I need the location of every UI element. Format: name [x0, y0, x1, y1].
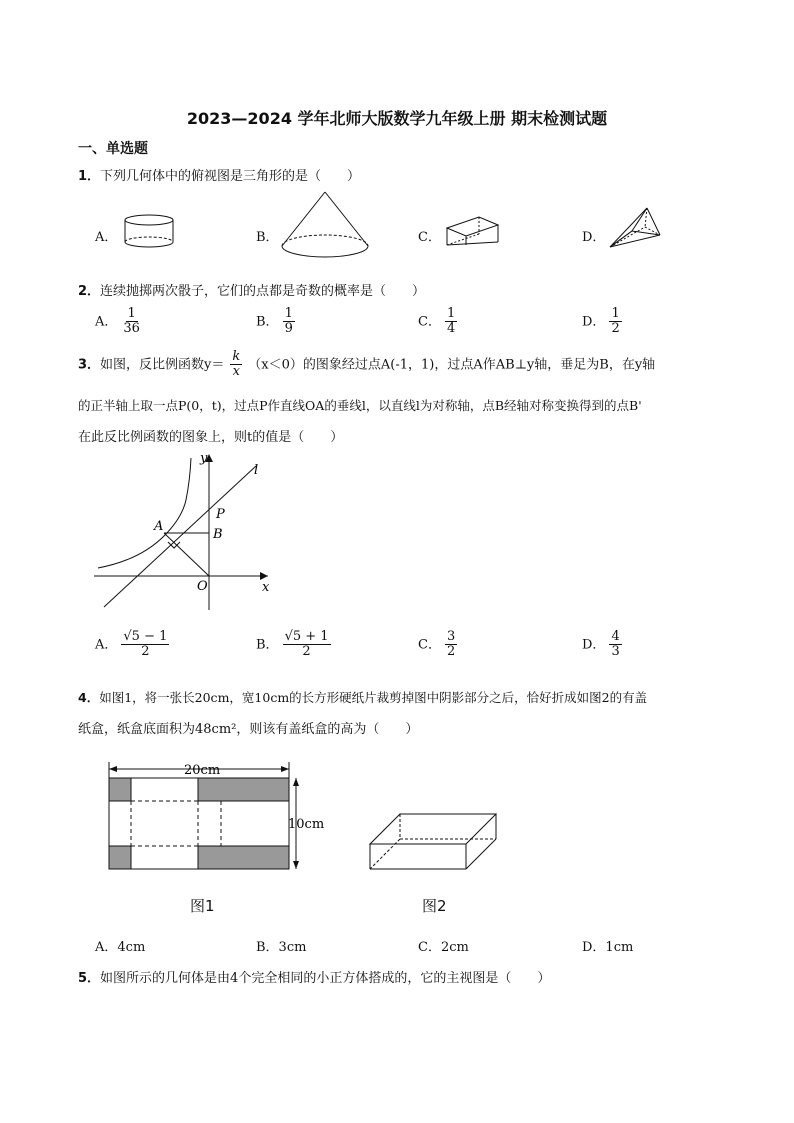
line-l-label: l — [254, 463, 259, 478]
q2-option-a — [95, 307, 142, 337]
q2-option-c — [418, 307, 457, 337]
y-axis-label: y — [200, 451, 208, 466]
option-label: B． — [256, 314, 279, 330]
question-number: 1． — [78, 169, 101, 184]
q1-option-b-label: B． — [256, 230, 279, 245]
numerator: 1 — [611, 306, 620, 321]
point-b-label: B — [213, 527, 223, 542]
cylinder-figure — [122, 212, 178, 250]
numerator: 4 — [611, 629, 620, 644]
numerator: 1 — [284, 306, 293, 321]
q2-option-d — [582, 307, 622, 337]
origin-label: O — [197, 579, 208, 594]
numerator: 1 — [127, 306, 136, 321]
q3-option-a — [95, 630, 169, 660]
denominator: 2 — [446, 644, 456, 660]
question-text: 如图，反比例函数y＝ — [100, 357, 225, 373]
fraction — [121, 307, 142, 337]
question-number: 3． — [78, 357, 101, 373]
fraction — [230, 350, 242, 380]
option-label: D． — [582, 314, 606, 330]
q4-option-c: C．2cm — [418, 940, 469, 955]
question-text: 如图1，将一张长20cm，宽10cm的长方形硬纸片裁剪掉图中阴影部分之后，恰好折成如图2的有盖 — [99, 690, 648, 705]
fraction — [445, 630, 457, 660]
numerator: √5 + 1 — [284, 629, 329, 644]
q1-option-d-label: D． — [582, 230, 606, 245]
option-label: C． — [418, 314, 441, 330]
denominator: 3 — [611, 644, 620, 660]
x-axis-label: x — [262, 580, 270, 595]
fraction — [283, 307, 295, 337]
fraction — [609, 307, 621, 337]
cone-figure — [278, 190, 374, 262]
numerator: √5 − 1 — [123, 629, 168, 644]
question-3-line-3: 在此反比例函数的图象上，则t的值是（ ） — [78, 430, 344, 445]
fraction — [121, 630, 169, 660]
q3-option-d — [582, 630, 622, 660]
q1-option-c-label: C． — [418, 230, 441, 245]
question-text-cont: （x＜0）的图象经过点A(-1，1)，过点A作AB⊥y轴，垂足为B，在y轴 — [248, 357, 656, 373]
fraction — [609, 630, 621, 660]
numerator: 3 — [446, 629, 456, 644]
question-text: 下列几何体中的俯视图是三角形的是（ ） — [100, 169, 361, 184]
point-a-label: A — [154, 519, 164, 534]
question-4-line-2: 纸盒，纸盒底面积为48cm²，则该有盖纸盒的高为（ ） — [78, 722, 419, 737]
question-3-line-1 — [78, 350, 655, 380]
question-number: 2． — [78, 284, 101, 299]
figure-2-caption: 图2 — [422, 897, 447, 915]
question-number: 5． — [78, 971, 101, 986]
question-4-line-1 — [78, 688, 647, 706]
pyramid-figure — [605, 205, 665, 261]
figure-1-caption: 图1 — [190, 897, 215, 915]
question-2 — [78, 280, 425, 299]
q4-figure-1-net — [100, 756, 340, 876]
option-label: B． — [256, 637, 279, 653]
q2-option-b — [256, 307, 295, 337]
denominator: 4 — [446, 321, 456, 337]
q4-option-a: A．4cm — [95, 940, 146, 955]
option-label: A． — [95, 637, 118, 653]
fraction — [445, 307, 457, 337]
denominator: 36 — [123, 321, 140, 337]
q4-figure-2-box — [368, 810, 500, 874]
question-1 — [78, 165, 360, 184]
denominator: 9 — [284, 321, 293, 337]
q1-option-a-label: A． — [95, 230, 118, 245]
q4-option-d: D．1cm — [582, 940, 634, 955]
question-text: 连续抛掷两次骰子，它们的点都是奇数的概率是（ ） — [100, 284, 426, 299]
triangular-prism-figure — [444, 212, 504, 250]
section-heading: 一、单选题 — [78, 141, 148, 157]
denominator: 2 — [141, 644, 150, 660]
denominator: 2 — [611, 321, 620, 337]
q4-option-b: B．3cm — [256, 940, 307, 955]
question-3-line-2: 的正半轴上取一点P(0，t)，过点P作直线OA的垂线l，以直线l为对称轴，点B经轴对称变换得到的点B' — [78, 398, 642, 413]
page-title: 2023—2024 学年北师大版数学九年级上册 期末检测试题 — [186, 109, 608, 128]
question-text: 如图所示的几何体是由4个完全相同的小正方体搭成的，它的主视图是（ ） — [100, 971, 551, 986]
fraction — [283, 630, 331, 660]
q3-coordinate-figure — [90, 450, 280, 612]
denominator: 2 — [302, 644, 311, 660]
q3-option-b — [256, 630, 331, 660]
point-p-label: P — [216, 507, 225, 522]
option-label: D． — [582, 637, 606, 653]
option-label: C． — [418, 637, 441, 653]
denominator: x — [232, 364, 241, 380]
question-number: 4． — [78, 690, 100, 705]
option-label: A． — [95, 314, 118, 330]
question-5 — [78, 967, 550, 986]
length-dimension: 20cm — [184, 763, 221, 778]
numerator: k — [232, 349, 241, 364]
q3-option-c — [418, 630, 457, 660]
width-dimension: 10cm — [288, 817, 325, 832]
numerator: 1 — [446, 306, 456, 321]
